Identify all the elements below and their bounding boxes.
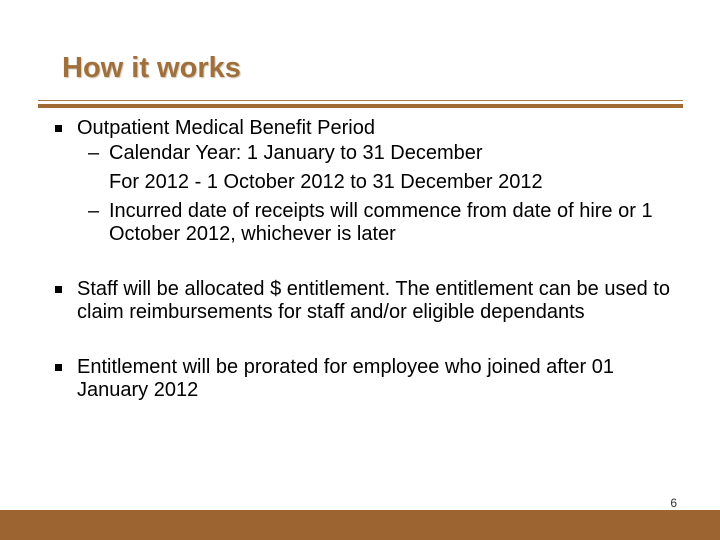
footer-bar	[0, 510, 720, 540]
sub-bullet-continuation: For 2012 - 1 October 2012 to 31 December 2012	[109, 171, 543, 193]
dash-bullet-icon: –	[88, 200, 100, 222]
bullet-item-benefit-period	[50, 117, 686, 140]
sub-bullet-calendar-year	[50, 142, 686, 165]
bullet-text: Outpatient Medical Benefit Period	[77, 117, 375, 139]
bullet-text: Staff will be allocated $ entitlement. The entitlement can be used to claim reimbursements for staff and/or eligible dependants	[77, 278, 670, 323]
square-bullet-icon	[55, 125, 62, 132]
bullet-text: Entitlement will be prorated for employee who joined after 01 January 2012	[77, 356, 614, 401]
square-bullet-icon	[55, 364, 62, 371]
dash-bullet-icon: –	[88, 142, 100, 164]
bullet-item-prorated	[50, 356, 686, 402]
page-number: 6	[670, 496, 677, 510]
sub-bullet-incurred-date	[50, 200, 686, 246]
slide-content	[50, 117, 686, 402]
sub-bullet-text: Calendar Year: 1 January to 31 December	[109, 142, 483, 164]
square-bullet-icon	[55, 286, 62, 293]
sub-bullet-text: Incurred date of receipts will commence from date of hire or 1 October 2012, whichever is later	[109, 200, 653, 245]
title-divider-thin	[38, 100, 683, 101]
title-divider-thick	[38, 104, 683, 108]
bullet-item-entitlement	[50, 278, 686, 324]
slide-title: How it works	[62, 52, 241, 84]
